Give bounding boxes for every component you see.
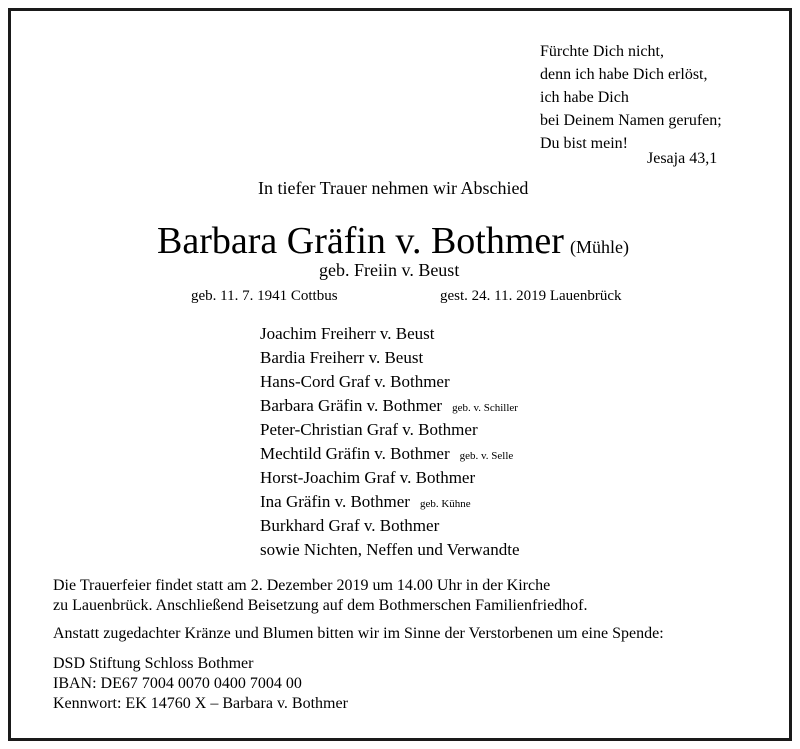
deceased-name-line bbox=[157, 222, 629, 260]
mourner-entry bbox=[260, 442, 520, 466]
deceased-name: Barbara Gräfin v. Bothmer bbox=[157, 220, 564, 262]
verse-line: denn ich habe Dich erlöst, bbox=[540, 66, 708, 83]
bible-verse bbox=[540, 40, 722, 155]
bank-line: IBAN: DE67 7004 0070 0400 7004 00 bbox=[53, 675, 302, 692]
mourner-maiden-name: geb. v. Selle bbox=[459, 450, 514, 462]
verse-line: Du bist mein! bbox=[540, 135, 628, 152]
mourner-name: sowie Nichten, Neffen und Verwandte bbox=[260, 540, 520, 559]
mourner-name: Mechtild Gräfin v. Bothmer bbox=[260, 444, 450, 463]
verse-line: bei Deinem Namen gerufen; bbox=[540, 112, 722, 129]
mourner-entry bbox=[260, 538, 520, 562]
birth-date: geb. 11. 7. 1941 Cottbus bbox=[191, 288, 338, 304]
mourner-entry bbox=[260, 346, 520, 370]
birth-name: geb. Freiin v. Beust bbox=[319, 260, 460, 280]
mourner-entry bbox=[260, 394, 520, 418]
bank-line: Kennwort: EK 14760 X – Barbara v. Bothmer bbox=[53, 695, 348, 712]
mourner-entry bbox=[260, 466, 520, 490]
verse-line: Fürchte Dich nicht, bbox=[540, 43, 664, 60]
death-date: gest. 24. 11. 2019 Lauenbrück bbox=[440, 288, 622, 304]
mourner-maiden-name: geb. v. Schiller bbox=[452, 402, 518, 414]
mourner-maiden-name: geb. Kühne bbox=[419, 498, 471, 510]
verse-reference: Jesaja 43,1 bbox=[647, 150, 718, 167]
mourner-entry bbox=[260, 490, 520, 514]
mourner-name: Burkhard Graf v. Bothmer bbox=[260, 516, 440, 535]
funeral-info bbox=[53, 576, 588, 616]
bank-details bbox=[53, 654, 348, 714]
mourner-entry bbox=[260, 514, 520, 538]
mourner-entry bbox=[260, 370, 520, 394]
mourner-name: Bardia Freiherr v. Beust bbox=[260, 348, 424, 367]
donation-request: Anstatt zugedachter Kränze und Blumen bitten wir im Sinne der Verstorbenen um eine Spende: bbox=[53, 625, 664, 642]
funeral-line: Die Trauerfeier findet statt am 2. Dezember 2019 um 14.00 Uhr in der Kirche bbox=[53, 577, 551, 594]
intro-text: In tiefer Trauer nehmen wir Abschied bbox=[258, 178, 529, 198]
mourner-name: Barbara Gräfin v. Bothmer bbox=[260, 396, 443, 415]
funeral-line: zu Lauenbrück. Anschließend Beisetzung auf dem Bothmerschen Familienfriedhof. bbox=[53, 597, 588, 614]
mourner-entry bbox=[260, 322, 520, 346]
mourner-name: Horst-Joachim Graf v. Bothmer bbox=[260, 468, 476, 487]
mourner-name: Hans-Cord Graf v. Bothmer bbox=[260, 372, 450, 391]
verse-line: ich habe Dich bbox=[540, 89, 629, 106]
mourner-name: Peter-Christian Graf v. Bothmer bbox=[260, 420, 478, 439]
mourner-name: Ina Gräfin v. Bothmer bbox=[260, 492, 410, 511]
mourner-entry bbox=[260, 418, 520, 442]
bank-line: DSD Stiftung Schloss Bothmer bbox=[53, 655, 254, 672]
mourners-list bbox=[260, 322, 520, 562]
deceased-name-suffix: (Mühle) bbox=[569, 237, 629, 257]
mourner-name: Joachim Freiherr v. Beust bbox=[260, 324, 435, 343]
